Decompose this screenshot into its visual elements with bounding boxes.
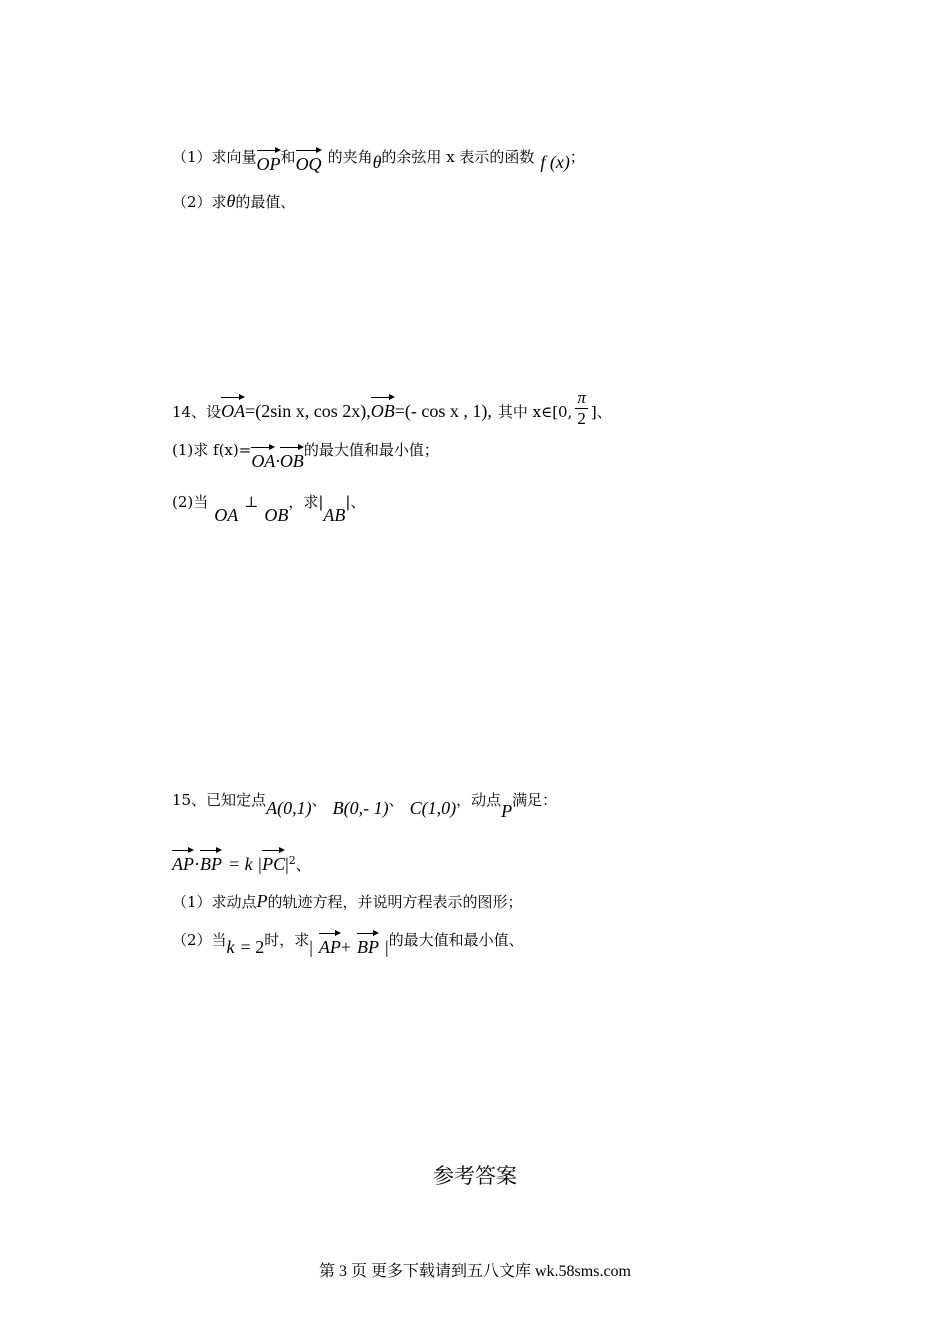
vector-op: OP: [256, 154, 281, 174]
abs-bar: |: [384, 937, 389, 957]
q15-stem-label: 15、已知定点: [172, 791, 267, 809]
segment-ob: OB: [264, 505, 289, 525]
q13-part1-end: ；: [569, 148, 585, 166]
q15-part1: [172, 892, 523, 910]
function-fx: f (x): [540, 152, 570, 172]
q14-oa-def: =(2sin x, cos 2x),: [245, 400, 371, 421]
separator: 、: [311, 791, 327, 809]
vector-oa: OA: [221, 400, 246, 421]
point-p: P: [501, 801, 513, 821]
q14-part1-text: 的最大值和最小值；: [303, 441, 439, 459]
q14-stem-label: 14、设: [172, 402, 222, 421]
perpendicular-symbol: ⊥: [244, 493, 259, 511]
dot-operator: ·: [194, 854, 200, 874]
point-b: B(0,- 1): [332, 798, 389, 818]
abs-bar: |: [309, 937, 313, 957]
theta-symbol: θ: [226, 191, 236, 211]
vector-oa: OA: [251, 451, 276, 471]
q15-part2-text: 时，求: [264, 931, 310, 949]
segment-ab: AB: [323, 505, 346, 525]
theta-symbol: θ: [372, 152, 382, 172]
q14-part2: [172, 492, 366, 525]
segment-oa: OA: [214, 505, 239, 525]
q13-part2-text: 的最值、: [235, 193, 296, 211]
point-c: C(1,0): [409, 798, 457, 818]
q14-ob-def: =(- cos x , 1),: [394, 400, 492, 421]
q13-part2: [172, 192, 295, 210]
point-a: A(0,1): [266, 798, 312, 818]
q13-part1: [172, 147, 585, 174]
q15-part2: [172, 930, 524, 957]
q15-stem: [172, 790, 558, 821]
vector-oq: OQ: [295, 154, 322, 174]
vector-bp: BP: [200, 854, 222, 874]
variable-k: k: [226, 937, 235, 957]
q13-part2-label: （2）求: [172, 193, 227, 211]
point-p: P: [256, 891, 268, 911]
q14-part1-label: (1)求 f(x)=: [172, 441, 252, 459]
answers-heading: 参考答案: [433, 1164, 517, 1188]
pi-over-2-fraction: [575, 388, 588, 430]
q14-stem-end: ]、: [590, 402, 612, 421]
exponent: 2: [288, 854, 296, 867]
vector-bp: BP: [356, 937, 379, 957]
separator: 、: [388, 791, 404, 809]
vector-ap: AP: [172, 854, 194, 874]
abs-bar: |: [285, 854, 289, 874]
q13-part1-label: （1）求向量: [172, 148, 257, 166]
fraction-denominator: 2: [577, 409, 586, 429]
q14-part2-text: ，求|: [288, 493, 324, 511]
q13-part1-text: 的夹角: [327, 148, 373, 166]
q13-part1-text2: 的余弦用 x 表示的函数: [381, 148, 535, 166]
equals-2: = 2: [240, 937, 265, 957]
vector-ap: AP: [318, 937, 341, 957]
q15-part1-label: （1）求动点: [172, 893, 257, 911]
q15-part2-end: 的最大值和最小值、: [388, 931, 524, 949]
q15-stem-end: 满足：: [512, 791, 558, 809]
vector-pc: PC: [262, 854, 286, 874]
page-footer: 第 3 页 更多下载请到五八文库 wk.58sms.com: [318, 1263, 631, 1280]
q14-stem-text: 其中 x∈[0,: [497, 402, 573, 421]
q14-part2-label: (2)当: [172, 493, 209, 511]
q14-stem: [172, 388, 612, 434]
q15-part1-text: 的轨迹方程，并说明方程表示的图形；: [267, 893, 523, 911]
q15-condition: [172, 855, 311, 873]
plus-operator: +: [340, 937, 351, 957]
equals-k: = k |: [228, 854, 263, 874]
q15-cond-end: 、: [295, 856, 311, 874]
q15-part2-label: （2）当: [172, 931, 227, 949]
q15-stem-text: ，动点: [456, 791, 502, 809]
dot-operator: ·: [275, 451, 280, 471]
vector-ob: OB: [370, 400, 395, 421]
q14-part2-end: |、: [345, 493, 366, 511]
fraction-numerator: π: [575, 388, 588, 409]
vector-ob: OB: [279, 451, 304, 471]
q14-part1: [172, 440, 439, 471]
q13-part1-and: 和: [280, 148, 296, 166]
